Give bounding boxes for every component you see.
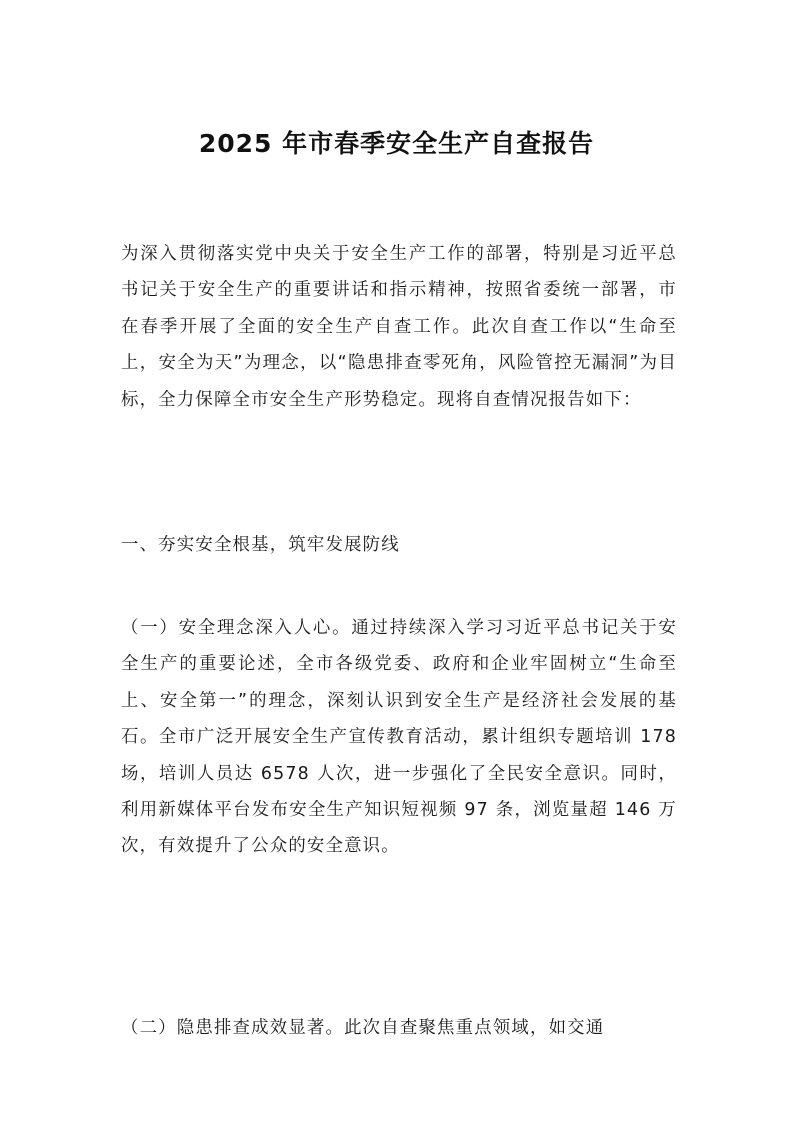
section-paragraph-1: （一）安全理念深入人心。通过持续深入学习习近平总书记关于安全生产的重要论述，全市各级党委、政府和企业牢固树立“生命至上、安全第一”的理念，深刻认识到安全生产是经济社会发展的基石。全市广泛开展安全生产宣传教育活动，累计组织专题培训 178 场，培训人员达 6578 人次，进一步强化了全民安全意识。同时，利用新媒体平台发布安全生产知识短视频 97 条，浏览量超 146 万次，有效提升了公众的安全意识。	[121, 618, 677, 857]
section-paragraph-2: （二）隐患排查成效显著。此次自查聚焦重点领域，如交通	[121, 1018, 605, 1038]
section-heading-1: 一、夯实安全根基，筑牢发展防线	[121, 535, 400, 555]
intro-paragraph: 为深入贯彻落实党中央关于安全生产工作的部署，特别是习近平总书记关于安全生产的重要讲话和指示精神，按照省委统一部署，市在春季开展了全面的安全生产自查工作。此次自查工作以“生命至上，安全为天”为理念，以“隐患排查零死角，风险管控无漏洞”为目标，全力保障全市安全生产形势稳定。现将自查情况报告如下：	[121, 244, 677, 410]
document-title: 2025 年市春季安全生产自查报告	[198, 129, 595, 158]
